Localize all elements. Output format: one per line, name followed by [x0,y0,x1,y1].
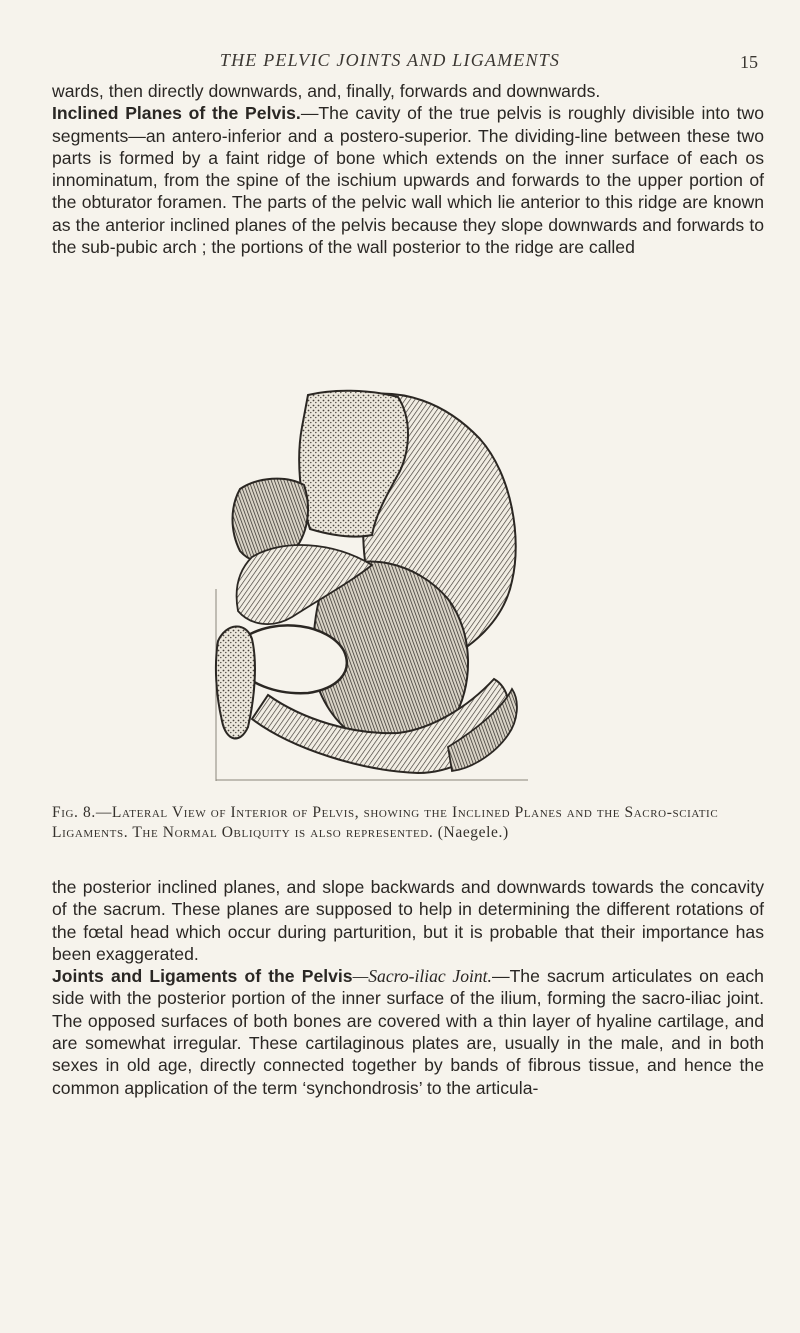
figure-caption [52,803,764,843]
running-head: THE PELVIC JOINTS AND LIGAMENTS [219,50,561,70]
continuation-paragraph: wards, then directly downwards, and, finally, forwards and downwards. [52,81,601,101]
joints-heading: Joints and Ligaments of the Pelvis [52,966,353,987]
inclined-planes-heading: Inclined Planes of the Pelvis. [52,103,301,124]
caption-label: Fig. 8. [52,804,96,821]
joints-text: —The sacrum articulates on each side with the posterior portion of the inner surface of the ilium, forming the sacro-iliac joint. The opposed surfaces of both bones are covered with a thin layer of hyaline cartilage, and are somewhat irregular. These cartilaginous plates are, usually in the male, and in both sexes in old age, directly connected together by bands of fibrous tissue, and hence the common application of the term ‘synchondrosis’ to the articula- [52,966,764,1098]
bottom-text-block [52,876,764,1099]
caption-credit: (Naegele.) [437,824,509,841]
inclined-planes-text: —The cavity of the true pelvis is roughly divisible into two segments—an antero-inferior and a postero-superior. The dividing-line between these two parts is formed by a faint ridge of bone which extends on the inner surface of each os innominatum, from the spine of the ischium upwards and forwards to the upper portion of the obturator foramen. The parts of the pelvic wall which lie anterior to this ridge are known as the anterior inclined planes of the pelvis because they slope downwards and forwards to the sub-pubic arch ; the portions of the wall posterior to the ridge are called [52,103,764,258]
joints-paragraph [52,965,764,1099]
pelvis-illustration [212,389,532,781]
posterior-planes-paragraph: the posterior inclined planes, and slope backwards and downwards towards the concavity of the sacrum. These planes are supposed to help in determining the different rotations of the fœtal head which occur during parturition, but it is probable that their importance has been exaggerated. [52,877,764,964]
ischial-tuberosity [216,626,255,738]
page-number: 15 [740,52,758,72]
caption-text: —Lateral View of Interior of Pelvis, showing the Inclined Planes and the Sacro-sciatic Ligaments. The Normal Obliquity is also represented. [52,804,719,841]
top-text-block [52,80,764,258]
inclined-planes-paragraph [52,102,764,258]
sacro-iliac-subheading: —Sacro-iliac Joint. [352,966,492,987]
